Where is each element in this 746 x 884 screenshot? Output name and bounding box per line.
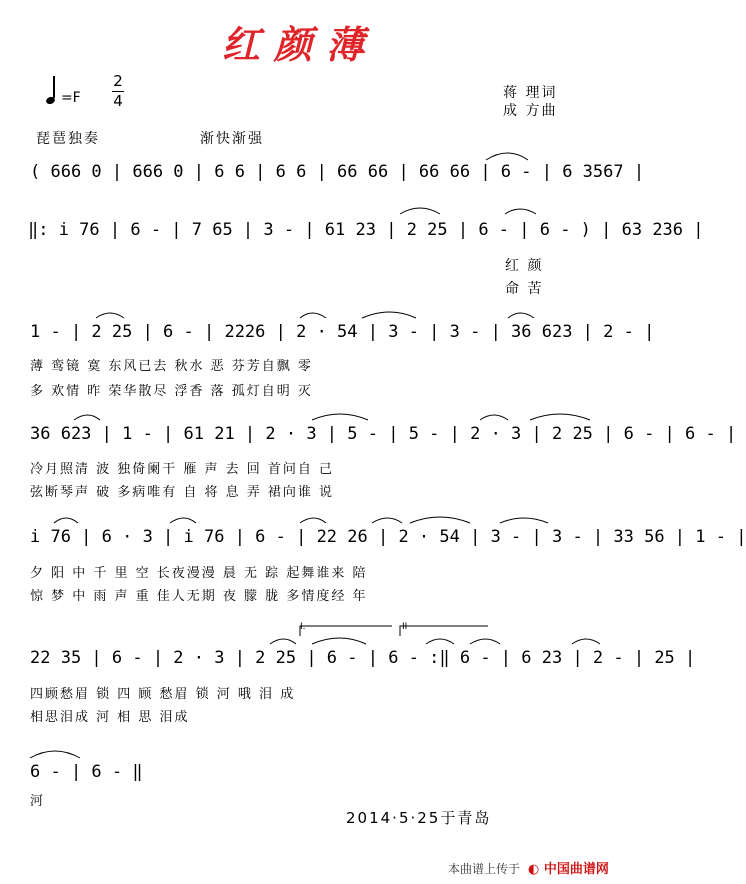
slur-arc [505, 209, 536, 214]
slur-arc [500, 518, 548, 523]
slur-arc [508, 313, 534, 318]
composer-credit: 成 方曲 [503, 103, 558, 119]
slur-arc [480, 415, 508, 420]
volta-2-label: II [402, 622, 408, 632]
slur-arc [362, 312, 416, 318]
slur-arc [54, 518, 78, 523]
slur-arc [410, 517, 470, 523]
lyric-row-3b: 多 欢情 昨 荣华散尽 浮香 落 孤灯自明 灭 [30, 384, 313, 399]
lyric-row-3a: 薄 鸾镜 寞 东风已去 秋水 恶 芬芳自飘 零 [30, 359, 313, 374]
volta-1-label: I. [300, 622, 306, 632]
slur-arc [572, 639, 600, 644]
dynamics-label: 渐快渐强 [200, 131, 264, 147]
lyric-row-6b: 相思泪成 河 相 思 泪成 [30, 710, 190, 725]
slur-arc [486, 153, 528, 160]
footer-label: 本曲谱上传于 [448, 862, 521, 876]
notation-row-4: 36 623 | 1 - | 61 21 | 2 · 3 | 5 - | 5 - | 2 · 3 | 2 25 | 6 - | 6 - | [30, 424, 737, 444]
notation-row-1: ( 666 0 | 666 0 | 6 6 | 6 6 | 66 66 | 66 66 | 6 - | 6 3567 | [30, 162, 645, 182]
volta-bracket-2 [400, 626, 488, 636]
notation-row-5: i 76 | 6 · 3 | i 76 | 6 - | 22 26 | 2 · 54 | 3 - | 3 - | 33 56 | 1 - | [30, 527, 746, 547]
slur-arc [170, 518, 196, 523]
composition-date: 2014·5·25于青岛 [346, 809, 492, 827]
slur-arc [470, 639, 500, 644]
slur-arc [312, 414, 368, 420]
slur-arc [400, 208, 440, 214]
slur-arc [270, 639, 296, 644]
slur-arc [30, 751, 80, 758]
notation-row-2: ‖: i 76 | 6 - | 7 65 | 3 - | 61 23 | 2 25 | 6 - | 6 - ) | 63 236 | [28, 220, 704, 240]
slur-arc [96, 313, 124, 318]
lyric-row-4b: 弦断琴声 破 多病唯有 自 将 息 弄 裙向谁 说 [30, 485, 335, 500]
song-title: 红颜薄 [222, 22, 379, 67]
slur-arc [530, 414, 590, 420]
lyric-row-4a: 冷月照清 波 独倚阑干 雁 声 去 回 首问自 己 [30, 462, 335, 477]
slur-arc [300, 313, 326, 318]
site-logo-icon: ◐ [528, 862, 540, 877]
volta-bracket-1 [300, 626, 392, 636]
lyric-row-6a: 四顾愁眉 锁 四 顾 愁眉 锁 河 哦 泪 成 [30, 687, 296, 702]
slur-arc [372, 518, 402, 523]
time-signature: 2 4 [113, 72, 123, 110]
lyric-row-2a: 红 颜 [505, 258, 544, 274]
slur-arc [312, 638, 366, 644]
lyric-row-7a: 河 [30, 794, 46, 809]
lyric-row-2b: 命 苦 [505, 281, 544, 297]
slur-arc [300, 518, 326, 523]
site-logo[interactable]: ◐ 中国曲谱网 [528, 862, 609, 877]
notation-row-7: 6 - | 6 - ‖ [30, 762, 143, 782]
lyricist-credit: 蒋 理词 [503, 85, 558, 101]
notation-row-6: 22 35 | 6 - | 2 · 3 | 2 25 | 6 - | 6 - :‖ 6 - | 6 23 | 2 - | 25 | [30, 648, 696, 668]
lyric-row-5a: 夕 阳 中 千 里 空 长夜漫漫 晨 无 踪 起舞谁来 陪 [30, 566, 368, 581]
slur-arc [426, 639, 454, 644]
slur-arc [74, 415, 100, 420]
lyric-row-5b: 惊 梦 中 雨 声 重 佳人无期 夜 朦 胧 多情度经 年 [30, 589, 368, 604]
notation-row-3: 1 - | 2 25 | 6 - | 2226 | 2 · 54 | 3 - | 3 - | 36 623 | 2 - | [30, 322, 655, 342]
tempo-key: =F [60, 90, 81, 106]
instrument-label: 琵琶独奏 [36, 131, 100, 147]
